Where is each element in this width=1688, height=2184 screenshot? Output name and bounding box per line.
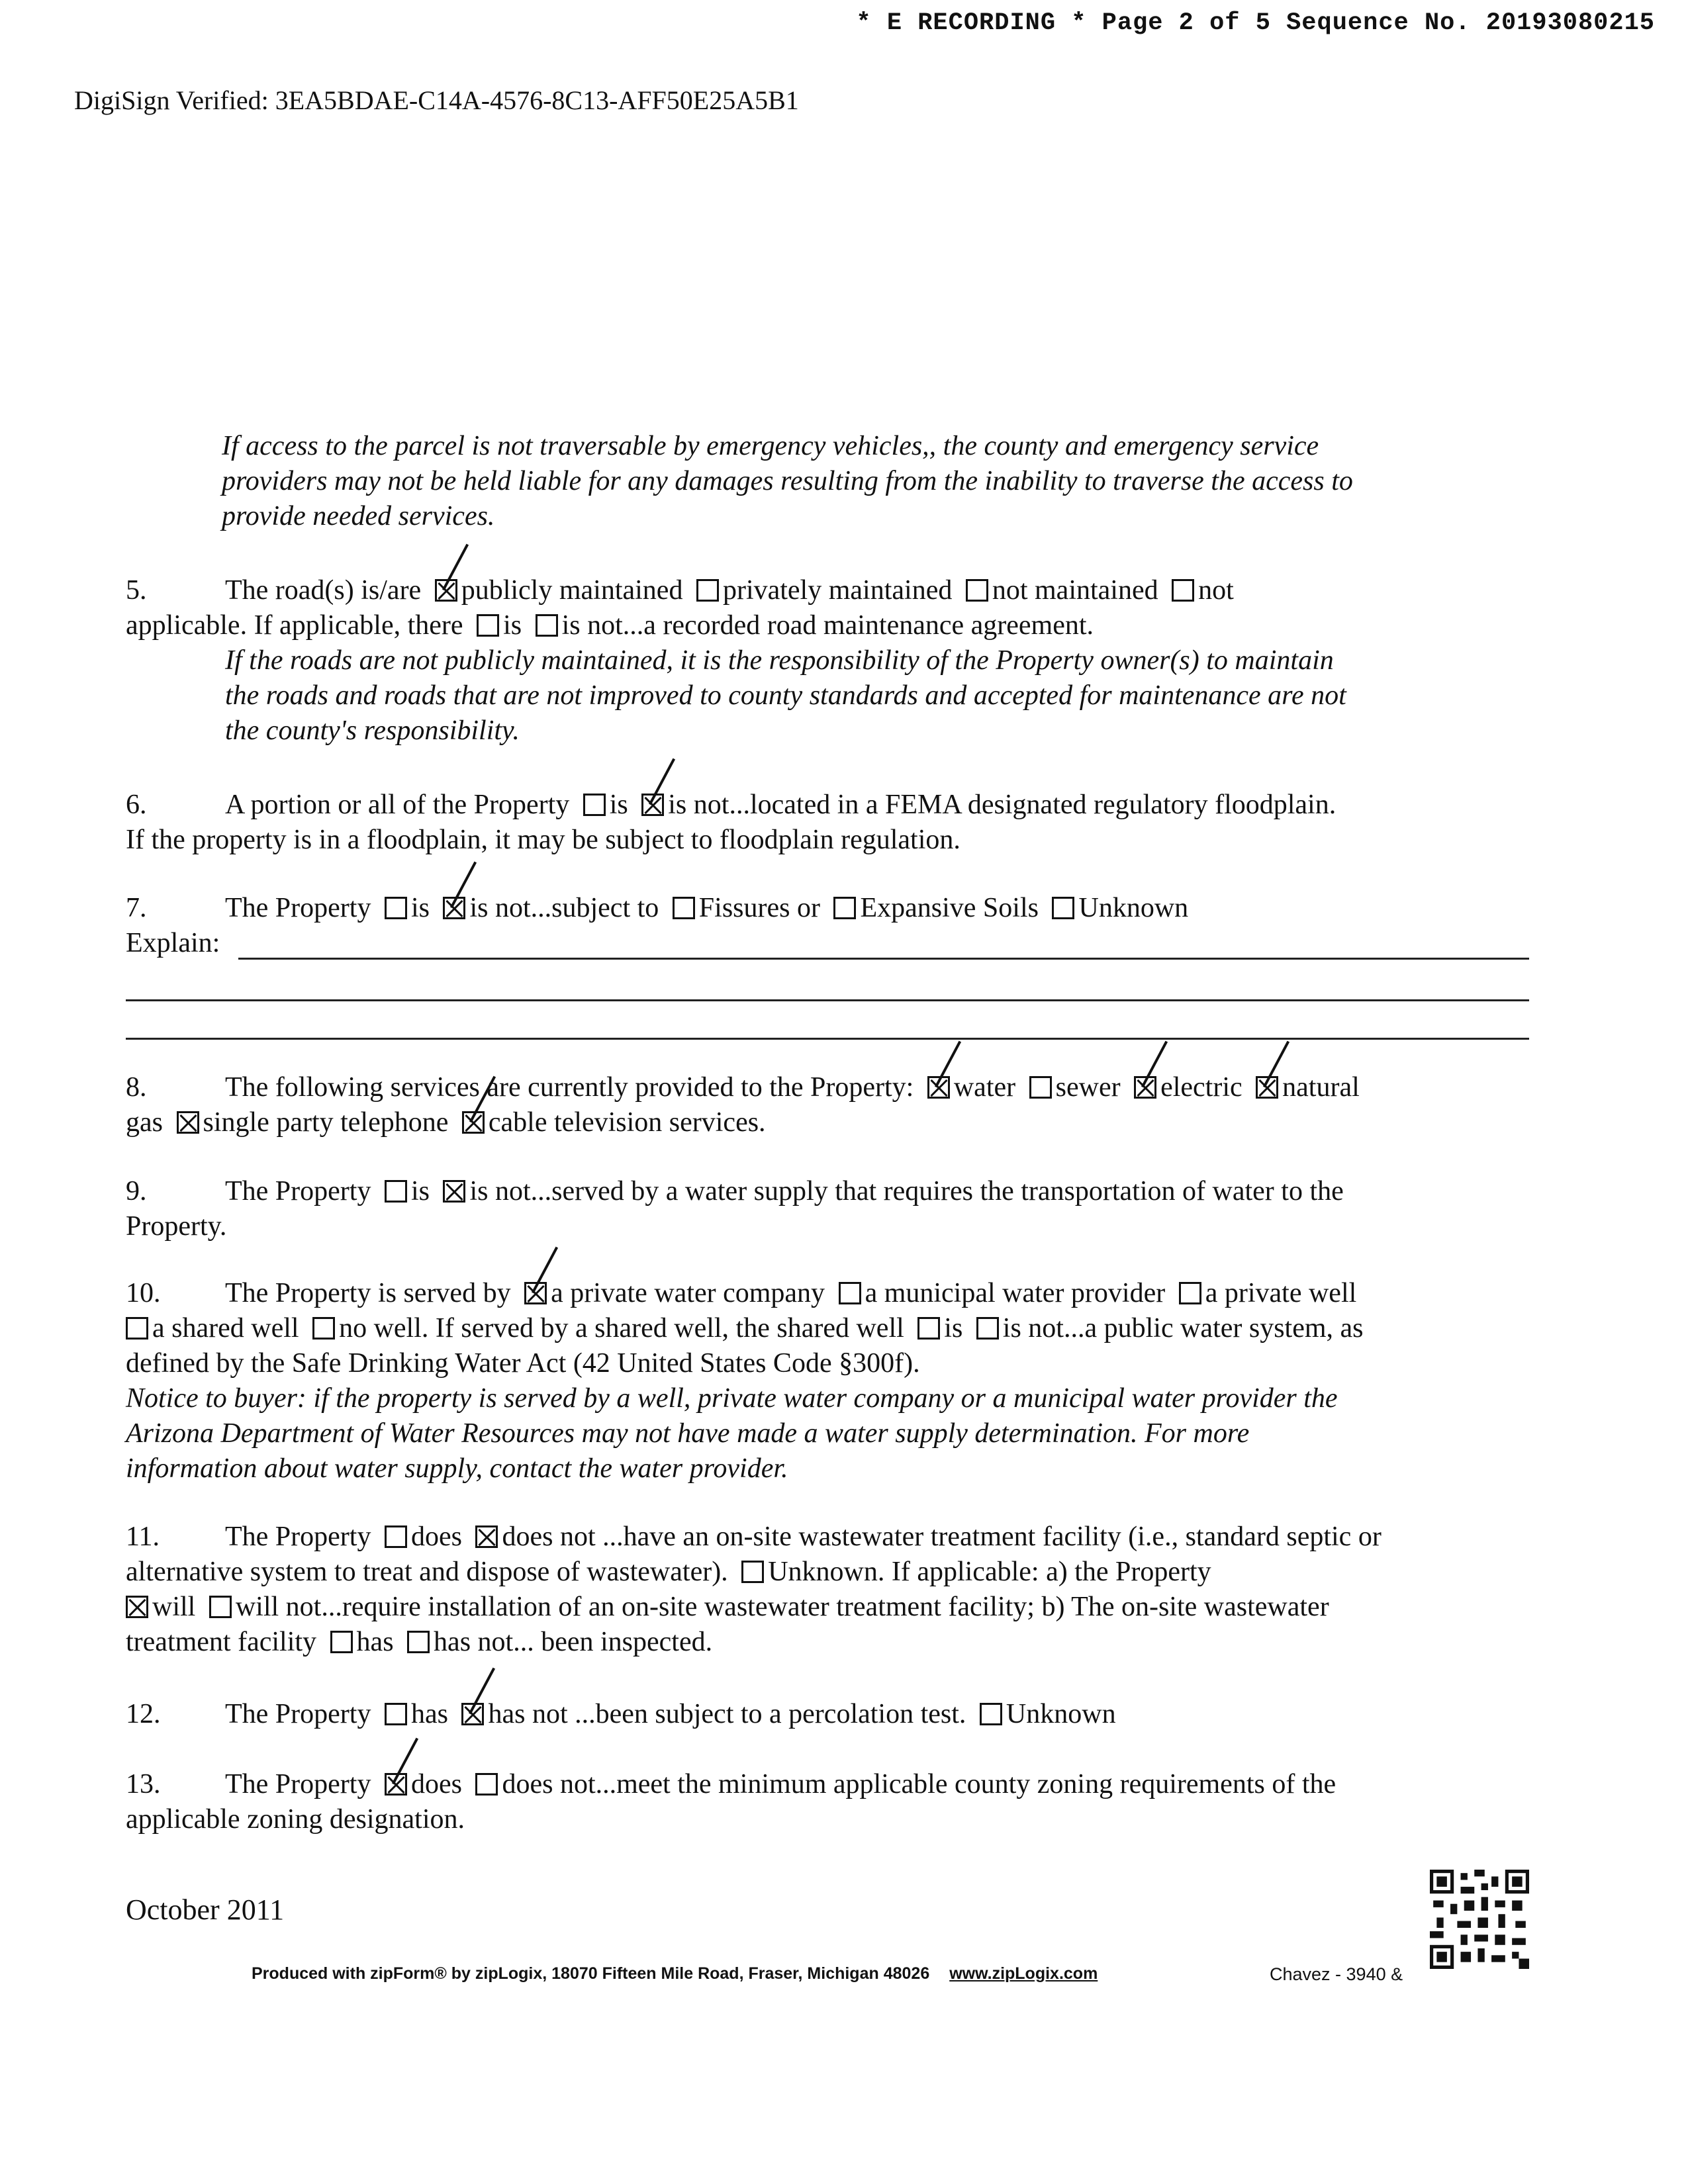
checkbox-publicly-maintained[interactable] (435, 579, 457, 602)
recording-header: * E RECORDING * Page 2 of 5 Sequence No. 20193080215 (856, 9, 1655, 37)
checkbox-agreement-is-not[interactable] (536, 614, 558, 637)
checkbox-telephone[interactable] (177, 1111, 199, 1134)
checkbox-water[interactable] (927, 1076, 950, 1099)
checkbox-percolation-has-not[interactable] (461, 1703, 484, 1725)
file-reference: Chavez - 3940 & (1270, 1964, 1403, 1984)
checkbox-electric[interactable] (1134, 1076, 1156, 1099)
checkbox-wastewater-does-not[interactable] (475, 1525, 498, 1548)
access-notice: If access to the parcel is not traversable by emergency vehicles,, the county and emergency service providers may not be held liable for any damages resulting from the inability to traverse the access to provide needed services. (222, 431, 1353, 531)
item-10-notice: Notice to buyer: if the property is served by a well, private water company or a municipal water provider the Arizona Department of Water Resources may not have made a water supply determination. For more information about water supply, contact the water provider. (126, 1383, 1338, 1484)
checkbox-private-well[interactable] (1179, 1282, 1201, 1304)
item-9: 9. The Property is is not...served by a water supply that requires the transportation of water to the Property. (126, 1176, 1344, 1242)
digisign-verification: DigiSign Verified: 3EA5BDAE-C14A-4576-8C13-AFF50E25A5B1 (74, 85, 799, 115)
checkbox-soils-unknown[interactable] (1052, 897, 1074, 919)
checkbox-soils-is[interactable] (385, 897, 407, 919)
form-date: October 2011 (126, 1893, 285, 1926)
item-13: 13. The Property does does not...meet the minimum applicable county zoning requirements of the applicable zoning designation. (126, 1767, 1556, 1837)
checkbox-public-system-is[interactable] (917, 1317, 940, 1340)
checkbox-inspected-has[interactable] (330, 1631, 353, 1653)
checkbox-wastewater-does[interactable] (385, 1525, 407, 1548)
checkbox-transport-is-not[interactable] (443, 1180, 465, 1203)
checkbox-expansive-soils[interactable] (833, 897, 856, 919)
checkbox-fissures[interactable] (673, 897, 695, 919)
explain-label: Explain: (126, 928, 220, 958)
checkbox-no-well[interactable] (312, 1317, 335, 1340)
checkbox-municipal-water[interactable] (839, 1282, 861, 1304)
explain-line-1[interactable] (238, 958, 1529, 960)
qr-code-icon (1430, 1870, 1529, 1969)
checkbox-sewer[interactable] (1029, 1076, 1052, 1099)
ziplogix-link[interactable]: www.zipLogix.com (949, 1964, 1098, 1983)
item-6: 6. A portion or all of the Property is is not...located in a FEMA designated regulatory floodplain. If the property is in a floodplain, it may be subject to floodplain regulation. (126, 788, 1556, 858)
checkbox-installation-will-not[interactable] (209, 1596, 232, 1618)
checkbox-soils-is-not[interactable] (443, 897, 465, 919)
checkbox-private-water-company[interactable] (524, 1282, 547, 1304)
item-8: 8. The following services are currently provided to the Property: water sewer electric natural gas single party telephone cable television services. (126, 1070, 1556, 1140)
checkbox-shared-well[interactable] (126, 1317, 148, 1340)
item-10: 10. The Property is served by a private water company a municipal water provider a private well a shared well no well. If served by a shared well, the shared well is is not...a public water system, as defined by the Safe Drinking Water Act (42 United States Code §300f). (126, 1276, 1556, 1381)
checkbox-percolation-unknown[interactable] (980, 1703, 1002, 1725)
explain-line-2[interactable] (126, 999, 1529, 1001)
checkbox-transport-is[interactable] (385, 1180, 407, 1203)
checkbox-zoning-does-not[interactable] (475, 1773, 498, 1796)
item-11: 11. The Property does does not ...have an on-site wastewater treatment facility (i.e., standard septic or alternative system to treat and dispose of wastewater). Unknown. If applicable: a) the Property will will not...require installation of an on-site wastewater treatment facility; b) The on-site wastewater treatment facility has has not... been inspected. (126, 1522, 1382, 1657)
explain-line-3[interactable] (126, 1038, 1529, 1040)
checkbox-not-applicable[interactable] (1172, 579, 1194, 602)
checkbox-floodplain-is-not[interactable] (641, 794, 664, 816)
checkbox-privately-maintained[interactable] (696, 579, 719, 602)
item-5-notice: If the roads are not publicly maintained, it is the responsibility of the Property owner(s) to maintain the roads and roads that are not improved to county standards and accepted for maintenance are not the county's responsibility. (225, 645, 1346, 746)
checkbox-percolation-has[interactable] (385, 1703, 407, 1725)
checkbox-installation-will[interactable] (126, 1596, 148, 1618)
item-7: 7. The Property is is not...subject to Fissures or Expansive Soils Unknown Explain: (126, 891, 1556, 961)
checkbox-not-maintained[interactable] (966, 579, 988, 602)
item-5: 5. The road(s) is/are publicly maintained privately maintained not maintained not applicable. If applicable, there is is not...a recorded road maintenance agreement. (126, 573, 1556, 643)
checkbox-floodplain-is[interactable] (583, 794, 606, 816)
produced-by-line: Produced with zipForm® by zipLogix, 18070 Fifteen Mile Road, Fraser, Michigan 48026 www.zipLogix.com (252, 1964, 1098, 1983)
checkbox-public-system-is-not[interactable] (976, 1317, 999, 1340)
checkbox-zoning-does[interactable] (385, 1773, 407, 1796)
checkbox-natural-gas[interactable] (1256, 1076, 1278, 1099)
checkbox-inspected-has-not[interactable] (407, 1631, 430, 1653)
checkbox-cable[interactable] (462, 1111, 485, 1134)
checkbox-wastewater-unknown[interactable] (741, 1561, 764, 1583)
item-12: 12. The Property has has not ...been subject to a percolation test. Unknown (126, 1697, 1556, 1732)
checkbox-agreement-is[interactable] (477, 614, 499, 637)
